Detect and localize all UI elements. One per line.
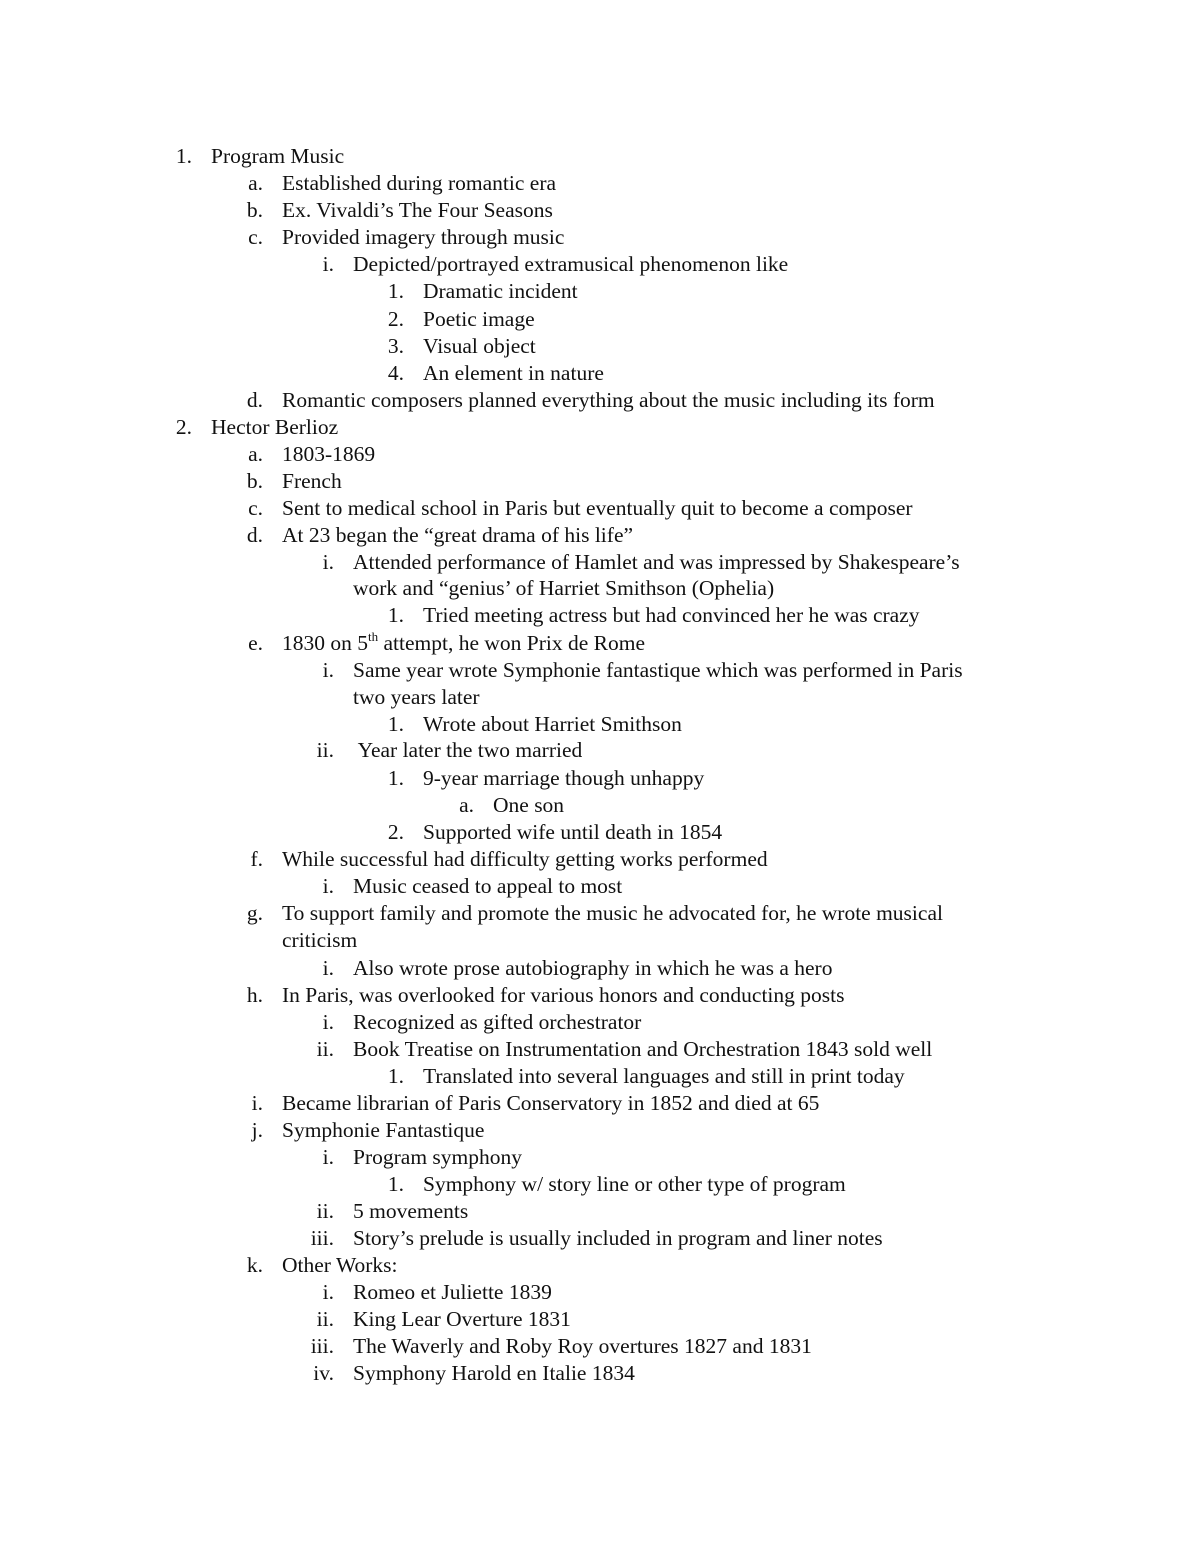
item-text	[282, 630, 645, 657]
item-text: Program symphony	[353, 1145, 523, 1169]
item-text: 9-year marriage though unhappy	[423, 766, 705, 790]
list-marker: iv.	[313, 1361, 334, 1385]
outline-item-level3	[0, 549, 1200, 576]
item-text: Hector Berlioz	[211, 415, 339, 439]
outline-item-level1	[0, 414, 1200, 441]
item-text: Poetic image	[423, 307, 535, 331]
item-text: Also wrote prose autobiography in which he was a hero	[353, 956, 833, 980]
outline-item-level2	[0, 495, 1200, 522]
item-text: Same year wrote Symphonie fantastique which was performed in Paris	[353, 658, 963, 682]
outline-item-level4	[0, 360, 1200, 387]
item-text: Symphonie Fantastique	[282, 1118, 485, 1142]
list-marker: 1.	[387, 766, 404, 790]
outline-item-continuation	[0, 927, 1200, 954]
list-marker: 4.	[387, 361, 404, 385]
outline-item-level3	[0, 737, 1200, 764]
list-marker: i.	[322, 1010, 334, 1034]
superscript-ordinal: th	[368, 629, 379, 644]
outline-item-level3	[0, 1009, 1200, 1036]
list-marker: b.	[246, 198, 263, 222]
outline-item-level2	[0, 846, 1200, 873]
item-text: Sent to medical school in Paris but eventually quit to become a composer	[282, 496, 913, 520]
item-text: 5 movements	[353, 1199, 469, 1223]
list-marker: 2.	[387, 307, 404, 331]
outline-item-level3	[0, 657, 1200, 684]
list-marker: d.	[246, 388, 263, 412]
list-marker: i.	[322, 874, 334, 898]
list-marker: j.	[251, 1118, 263, 1142]
outline-item-level4	[0, 333, 1200, 360]
list-marker: b.	[246, 469, 263, 493]
item-text-start: 1830 on 5	[282, 631, 368, 655]
item-text: Established during romantic era	[282, 171, 557, 195]
list-marker: ii.	[316, 738, 334, 762]
list-marker: 2.	[387, 820, 404, 844]
item-text: An element in nature	[423, 361, 604, 385]
list-marker: e.	[248, 631, 263, 655]
item-text: Provided imagery through music	[282, 225, 565, 249]
list-marker: c.	[248, 496, 263, 520]
item-text: In Paris, was overlooked for various honors and conducting posts	[282, 983, 845, 1007]
item-text: Attended performance of Hamlet and was impressed by Shakespeare’s	[353, 550, 960, 574]
outline-item-level2	[0, 197, 1200, 224]
list-marker: 1.	[387, 712, 404, 736]
list-marker: 1.	[387, 1172, 404, 1196]
item-text: Year later the two married	[353, 738, 583, 762]
outline-item-level3	[0, 251, 1200, 278]
outline-item-level2	[0, 1090, 1200, 1117]
outline-item-level2	[0, 441, 1200, 468]
list-marker: g.	[246, 901, 263, 925]
outline-item-level4	[0, 1171, 1200, 1198]
list-marker: i.	[322, 1145, 334, 1169]
item-text: Program Music	[211, 144, 345, 168]
item-text: Symphony w/ story line or other type of program	[423, 1172, 846, 1196]
list-marker: i.	[322, 658, 334, 682]
outline-item-level2	[0, 630, 1200, 657]
item-text: Dramatic incident	[423, 279, 578, 303]
item-text: Story’s prelude is usually included in program and liner notes	[353, 1226, 883, 1250]
list-marker: k.	[246, 1253, 263, 1277]
list-marker: i.	[322, 1280, 334, 1304]
list-marker: 1.	[175, 144, 192, 168]
list-marker: i.	[251, 1091, 263, 1115]
item-text: work and “genius’ of Harriet Smithson (Ophelia)	[353, 576, 775, 600]
outline-item-level2	[0, 982, 1200, 1009]
outline-item-level4	[0, 765, 1200, 792]
list-marker: f.	[250, 847, 263, 871]
item-text: Recognized as gifted orchestrator	[353, 1010, 642, 1034]
item-text: Tried meeting actress but had convinced her he was crazy	[423, 603, 920, 627]
item-text: Became librarian of Paris Conservatory in 1852 and died at 65	[282, 1091, 820, 1115]
item-text: Supported wife until death in 1854	[423, 820, 723, 844]
outline-item-continuation	[0, 684, 1200, 711]
outline-item-level3	[0, 1036, 1200, 1063]
list-marker: 1.	[387, 603, 404, 627]
outline-item-level4	[0, 278, 1200, 305]
outline-item-level1	[0, 143, 1200, 170]
list-marker: h.	[246, 983, 263, 1007]
list-marker: a.	[459, 793, 474, 817]
outline-item-level2	[0, 1252, 1200, 1279]
item-text: One son	[493, 793, 565, 817]
item-text: To support family and promote the music he advocated for, he wrote musical	[282, 901, 943, 925]
list-marker: iii.	[310, 1226, 334, 1250]
item-text: 1803-1869	[282, 442, 376, 466]
item-text: Translated into several languages and still in print today	[423, 1064, 905, 1088]
outline-item-level4	[0, 1063, 1200, 1090]
item-text: Romeo et Juliette 1839	[353, 1280, 552, 1304]
outline-item-level3	[0, 955, 1200, 982]
outline-item-level3	[0, 1198, 1200, 1225]
item-text: Romantic composers planned everything about the music including its form	[282, 388, 935, 412]
item-text: While successful had difficulty getting works performed	[282, 847, 768, 871]
list-marker: i.	[322, 956, 334, 980]
outline-item-level5	[0, 792, 1200, 819]
list-marker: 3.	[387, 334, 404, 358]
list-marker: 1.	[387, 279, 404, 303]
outline-item-level4	[0, 711, 1200, 738]
item-text: Symphony Harold en Italie 1834	[353, 1361, 635, 1385]
item-text: Book Treatise on Instrumentation and Orchestration 1843 sold well	[353, 1037, 933, 1061]
item-text-end: attempt, he won Prix de Rome	[378, 631, 646, 655]
item-text: Ex. Vivaldi’s The Four Seasons	[282, 198, 553, 222]
outline-item-level2	[0, 522, 1200, 549]
outline-item-level2	[0, 468, 1200, 495]
outline-item-level3	[0, 873, 1200, 900]
outline-item-level2	[0, 900, 1200, 927]
list-marker: ii.	[316, 1199, 334, 1223]
item-text: two years later	[353, 685, 480, 709]
list-marker: 1.	[387, 1064, 404, 1088]
list-marker: c.	[248, 225, 263, 249]
item-text: Depicted/portrayed extramusical phenomenon like	[353, 252, 789, 276]
outline-item-level2	[0, 387, 1200, 414]
outline-item-level2	[0, 170, 1200, 197]
list-marker: d.	[246, 523, 263, 547]
list-marker: ii.	[316, 1037, 334, 1061]
outline-item-level4	[0, 819, 1200, 846]
item-text: Music ceased to appeal to most	[353, 874, 623, 898]
list-marker: i.	[322, 550, 334, 574]
list-marker: i.	[322, 252, 334, 276]
outline-item-continuation	[0, 575, 1200, 602]
outline-item-level3	[0, 1225, 1200, 1252]
outline-item-level3	[0, 1144, 1200, 1171]
item-text: criticism	[282, 928, 358, 952]
item-text: Wrote about Harriet Smithson	[423, 712, 682, 736]
list-marker: ii.	[316, 1307, 334, 1331]
outline-item-level4	[0, 602, 1200, 629]
item-text: Visual object	[423, 334, 536, 358]
item-text: King Lear Overture 1831	[353, 1307, 571, 1331]
item-text: French	[282, 469, 342, 493]
outline-item-level3	[0, 1306, 1200, 1333]
list-marker: iii.	[310, 1334, 334, 1358]
item-text: Other Works:	[282, 1253, 398, 1277]
list-marker: a.	[248, 442, 263, 466]
outline-item-level2	[0, 224, 1200, 251]
outline-item-level4	[0, 306, 1200, 333]
outline-item-level3	[0, 1333, 1200, 1360]
item-text: At 23 began the “great drama of his life”	[282, 523, 634, 547]
list-marker: a.	[248, 171, 263, 195]
outline-item-level3	[0, 1279, 1200, 1306]
outline-item-level2	[0, 1117, 1200, 1144]
list-marker: 2.	[175, 415, 192, 439]
outline-item-level3	[0, 1360, 1200, 1387]
item-text: The Waverly and Roby Roy overtures 1827 and 1831	[353, 1334, 812, 1358]
